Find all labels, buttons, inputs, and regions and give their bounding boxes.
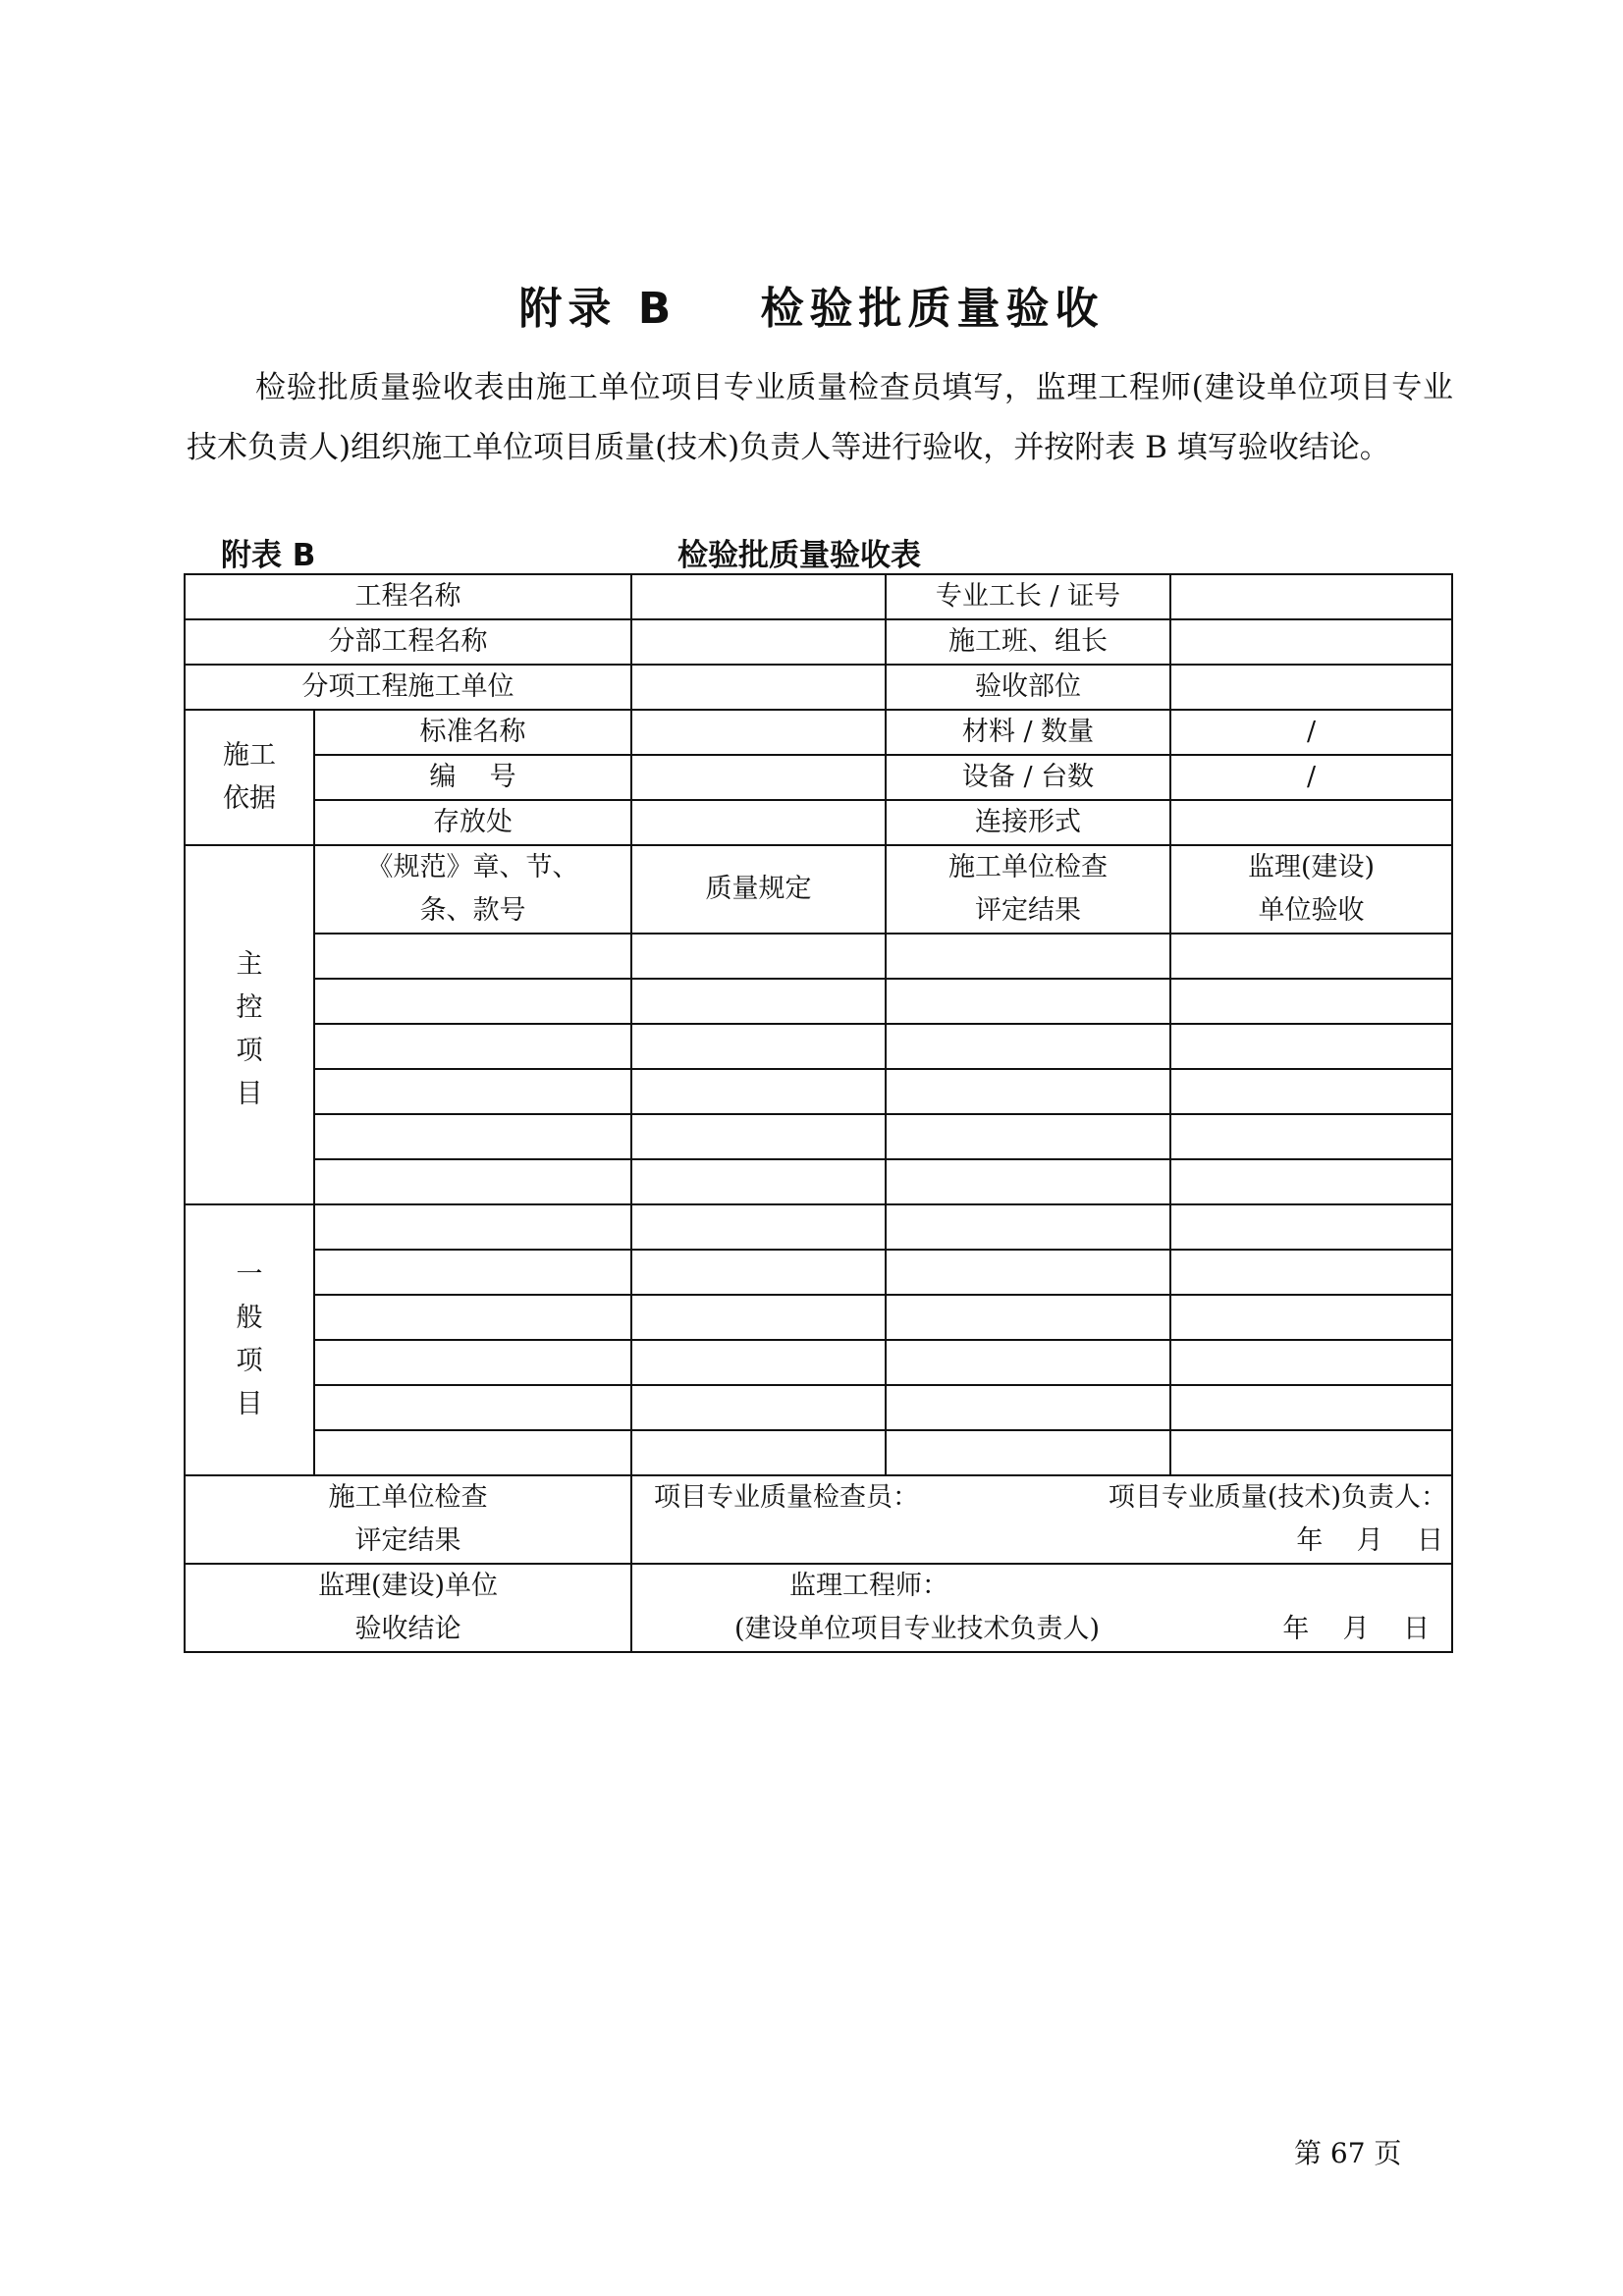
table-row (185, 1340, 1452, 1385)
cell[interactable] (1170, 1024, 1452, 1069)
cell[interactable] (886, 1114, 1170, 1159)
cell[interactable] (631, 1430, 886, 1475)
cell[interactable] (314, 1159, 631, 1204)
contractor-label: 分项工程施工单位 (185, 665, 631, 710)
cell[interactable] (1170, 1069, 1452, 1114)
cell[interactable] (314, 1204, 631, 1250)
cell[interactable] (314, 1250, 631, 1295)
table-row (185, 665, 1452, 710)
connection-field[interactable] (1170, 800, 1452, 845)
cell[interactable] (1170, 1430, 1452, 1475)
table-row (185, 1295, 1452, 1340)
cell[interactable] (314, 1385, 631, 1430)
table-row (185, 845, 1452, 934)
conclusion-field[interactable] (631, 1564, 1452, 1652)
page-number: 第 67 页 (1294, 2137, 1402, 2169)
table-row (185, 1564, 1452, 1652)
cell[interactable] (886, 1295, 1170, 1340)
cell[interactable] (1170, 979, 1452, 1024)
cell[interactable] (314, 1069, 631, 1114)
table-label: 附表 B (221, 538, 316, 573)
cell[interactable] (314, 1024, 631, 1069)
table-row (185, 1159, 1452, 1204)
table-title: 检验批质量验收表 (677, 538, 921, 573)
cell[interactable] (631, 1250, 886, 1295)
cell[interactable] (1170, 1114, 1452, 1159)
cell[interactable] (886, 1159, 1170, 1204)
column-clause: 《规范》章、节、 条、款号 (314, 845, 631, 934)
cell[interactable] (314, 979, 631, 1024)
cell[interactable] (886, 1024, 1170, 1069)
standard-name-field[interactable] (631, 710, 886, 755)
contractor-eval-field[interactable] (631, 1475, 1452, 1564)
table-row (185, 1250, 1452, 1295)
table-row (185, 619, 1452, 665)
table-row (185, 800, 1452, 845)
contractor-eval-label: 施工单位检查 评定结果 (185, 1475, 631, 1564)
tech-lead-label: 项目专业质量(技术)负责人： (1108, 1482, 1447, 1513)
date-label: 年 月 日 (1296, 1525, 1443, 1556)
cell[interactable] (886, 1204, 1170, 1250)
cell[interactable] (631, 1069, 886, 1114)
table-row (185, 1204, 1452, 1250)
date-label: 年 月 日 (1282, 1614, 1430, 1644)
sub-project-field[interactable] (631, 619, 886, 665)
cell[interactable] (1170, 1250, 1452, 1295)
team-leader-label: 施工班、组长 (886, 619, 1170, 665)
number-label: 编 号 (314, 755, 631, 800)
general-items-label: 一 般 项 目 (185, 1204, 314, 1475)
cell[interactable] (631, 1114, 886, 1159)
cell[interactable] (886, 1069, 1170, 1114)
storage-field[interactable] (631, 800, 886, 845)
cell[interactable] (1170, 1295, 1452, 1340)
cell[interactable] (1170, 1204, 1452, 1250)
standard-name-label: 标准名称 (314, 710, 631, 755)
cell[interactable] (886, 1250, 1170, 1295)
cell[interactable] (1170, 1385, 1452, 1430)
owner-tech-lead-label: (建设单位项目专业技术负责人) (734, 1614, 1101, 1644)
cell[interactable] (631, 1295, 886, 1340)
cell[interactable] (631, 1159, 886, 1204)
connection-label: 连接形式 (886, 800, 1170, 845)
cell[interactable] (314, 1430, 631, 1475)
material-label: 材料 / 数量 (886, 710, 1170, 755)
table-row (185, 1430, 1452, 1475)
table-row (185, 574, 1452, 619)
number-field[interactable] (631, 755, 886, 800)
cell[interactable] (886, 979, 1170, 1024)
equipment-label: 设备 / 台数 (886, 755, 1170, 800)
inspection-batch-form (184, 573, 1453, 1653)
table-row (185, 979, 1452, 1024)
project-name-label: 工程名称 (185, 574, 631, 619)
column-supervisor: 监理(建设) 单位验收 (1170, 845, 1452, 934)
table-row (185, 755, 1452, 800)
cell[interactable] (314, 1295, 631, 1340)
cell[interactable] (631, 934, 886, 979)
cell[interactable] (631, 1024, 886, 1069)
cell[interactable] (1170, 1159, 1452, 1204)
column-contractor-eval: 施工单位检查 评定结果 (886, 845, 1170, 934)
equipment-value[interactable]: / (1170, 755, 1452, 800)
cell[interactable] (314, 1114, 631, 1159)
foreman-label: 专业工长 / 证号 (886, 574, 1170, 619)
storage-label: 存放处 (314, 800, 631, 845)
inspector-label: 项目专业质量检查员： (654, 1482, 919, 1513)
cell[interactable] (314, 1340, 631, 1385)
table-row (185, 1114, 1452, 1159)
contractor-field[interactable] (631, 665, 886, 710)
main-items-label: 主 控 项 目 (185, 845, 314, 1204)
team-leader-field[interactable] (1170, 619, 1452, 665)
cell[interactable] (886, 934, 1170, 979)
column-quality: 质量规定 (631, 845, 886, 934)
cell[interactable] (631, 1204, 886, 1250)
intro-paragraph: 检验批质量验收表由施工单位项目专业质量检查员填写，监理工程师(建设单位项目专业技术负责人)组织施工单位项目质量(技术)负责人等进行验收，并按附表 B 填写验收结论。 (187, 370, 1453, 465)
cell[interactable] (631, 979, 886, 1024)
table-row (185, 934, 1452, 979)
conclusion-label: 监理(建设)单位 验收结论 (185, 1564, 631, 1652)
cell[interactable] (886, 1340, 1170, 1385)
table-row (185, 710, 1452, 755)
table-row (185, 1475, 1452, 1564)
cell[interactable] (886, 1430, 1170, 1475)
cell[interactable] (631, 1385, 886, 1430)
page-title: 附录 B 检验批质量验收 (518, 284, 1105, 334)
construction-basis-label: 施工 依据 (185, 710, 314, 845)
cell[interactable] (886, 1385, 1170, 1430)
cell[interactable] (631, 1340, 886, 1385)
table-row (185, 1024, 1452, 1069)
cell[interactable] (1170, 1340, 1452, 1385)
table-row (185, 1385, 1452, 1430)
acceptance-part-label: 验收部位 (886, 665, 1170, 710)
foreman-field[interactable] (1170, 574, 1452, 619)
acceptance-part-field[interactable] (1170, 665, 1452, 710)
project-name-field[interactable] (631, 574, 886, 619)
cell[interactable] (1170, 934, 1452, 979)
sub-project-label: 分部工程名称 (185, 619, 631, 665)
material-value[interactable]: / (1170, 710, 1452, 755)
supervisor-engineer-label: 监理工程师： (789, 1571, 948, 1601)
cell[interactable] (314, 934, 631, 979)
table-row (185, 1069, 1452, 1114)
